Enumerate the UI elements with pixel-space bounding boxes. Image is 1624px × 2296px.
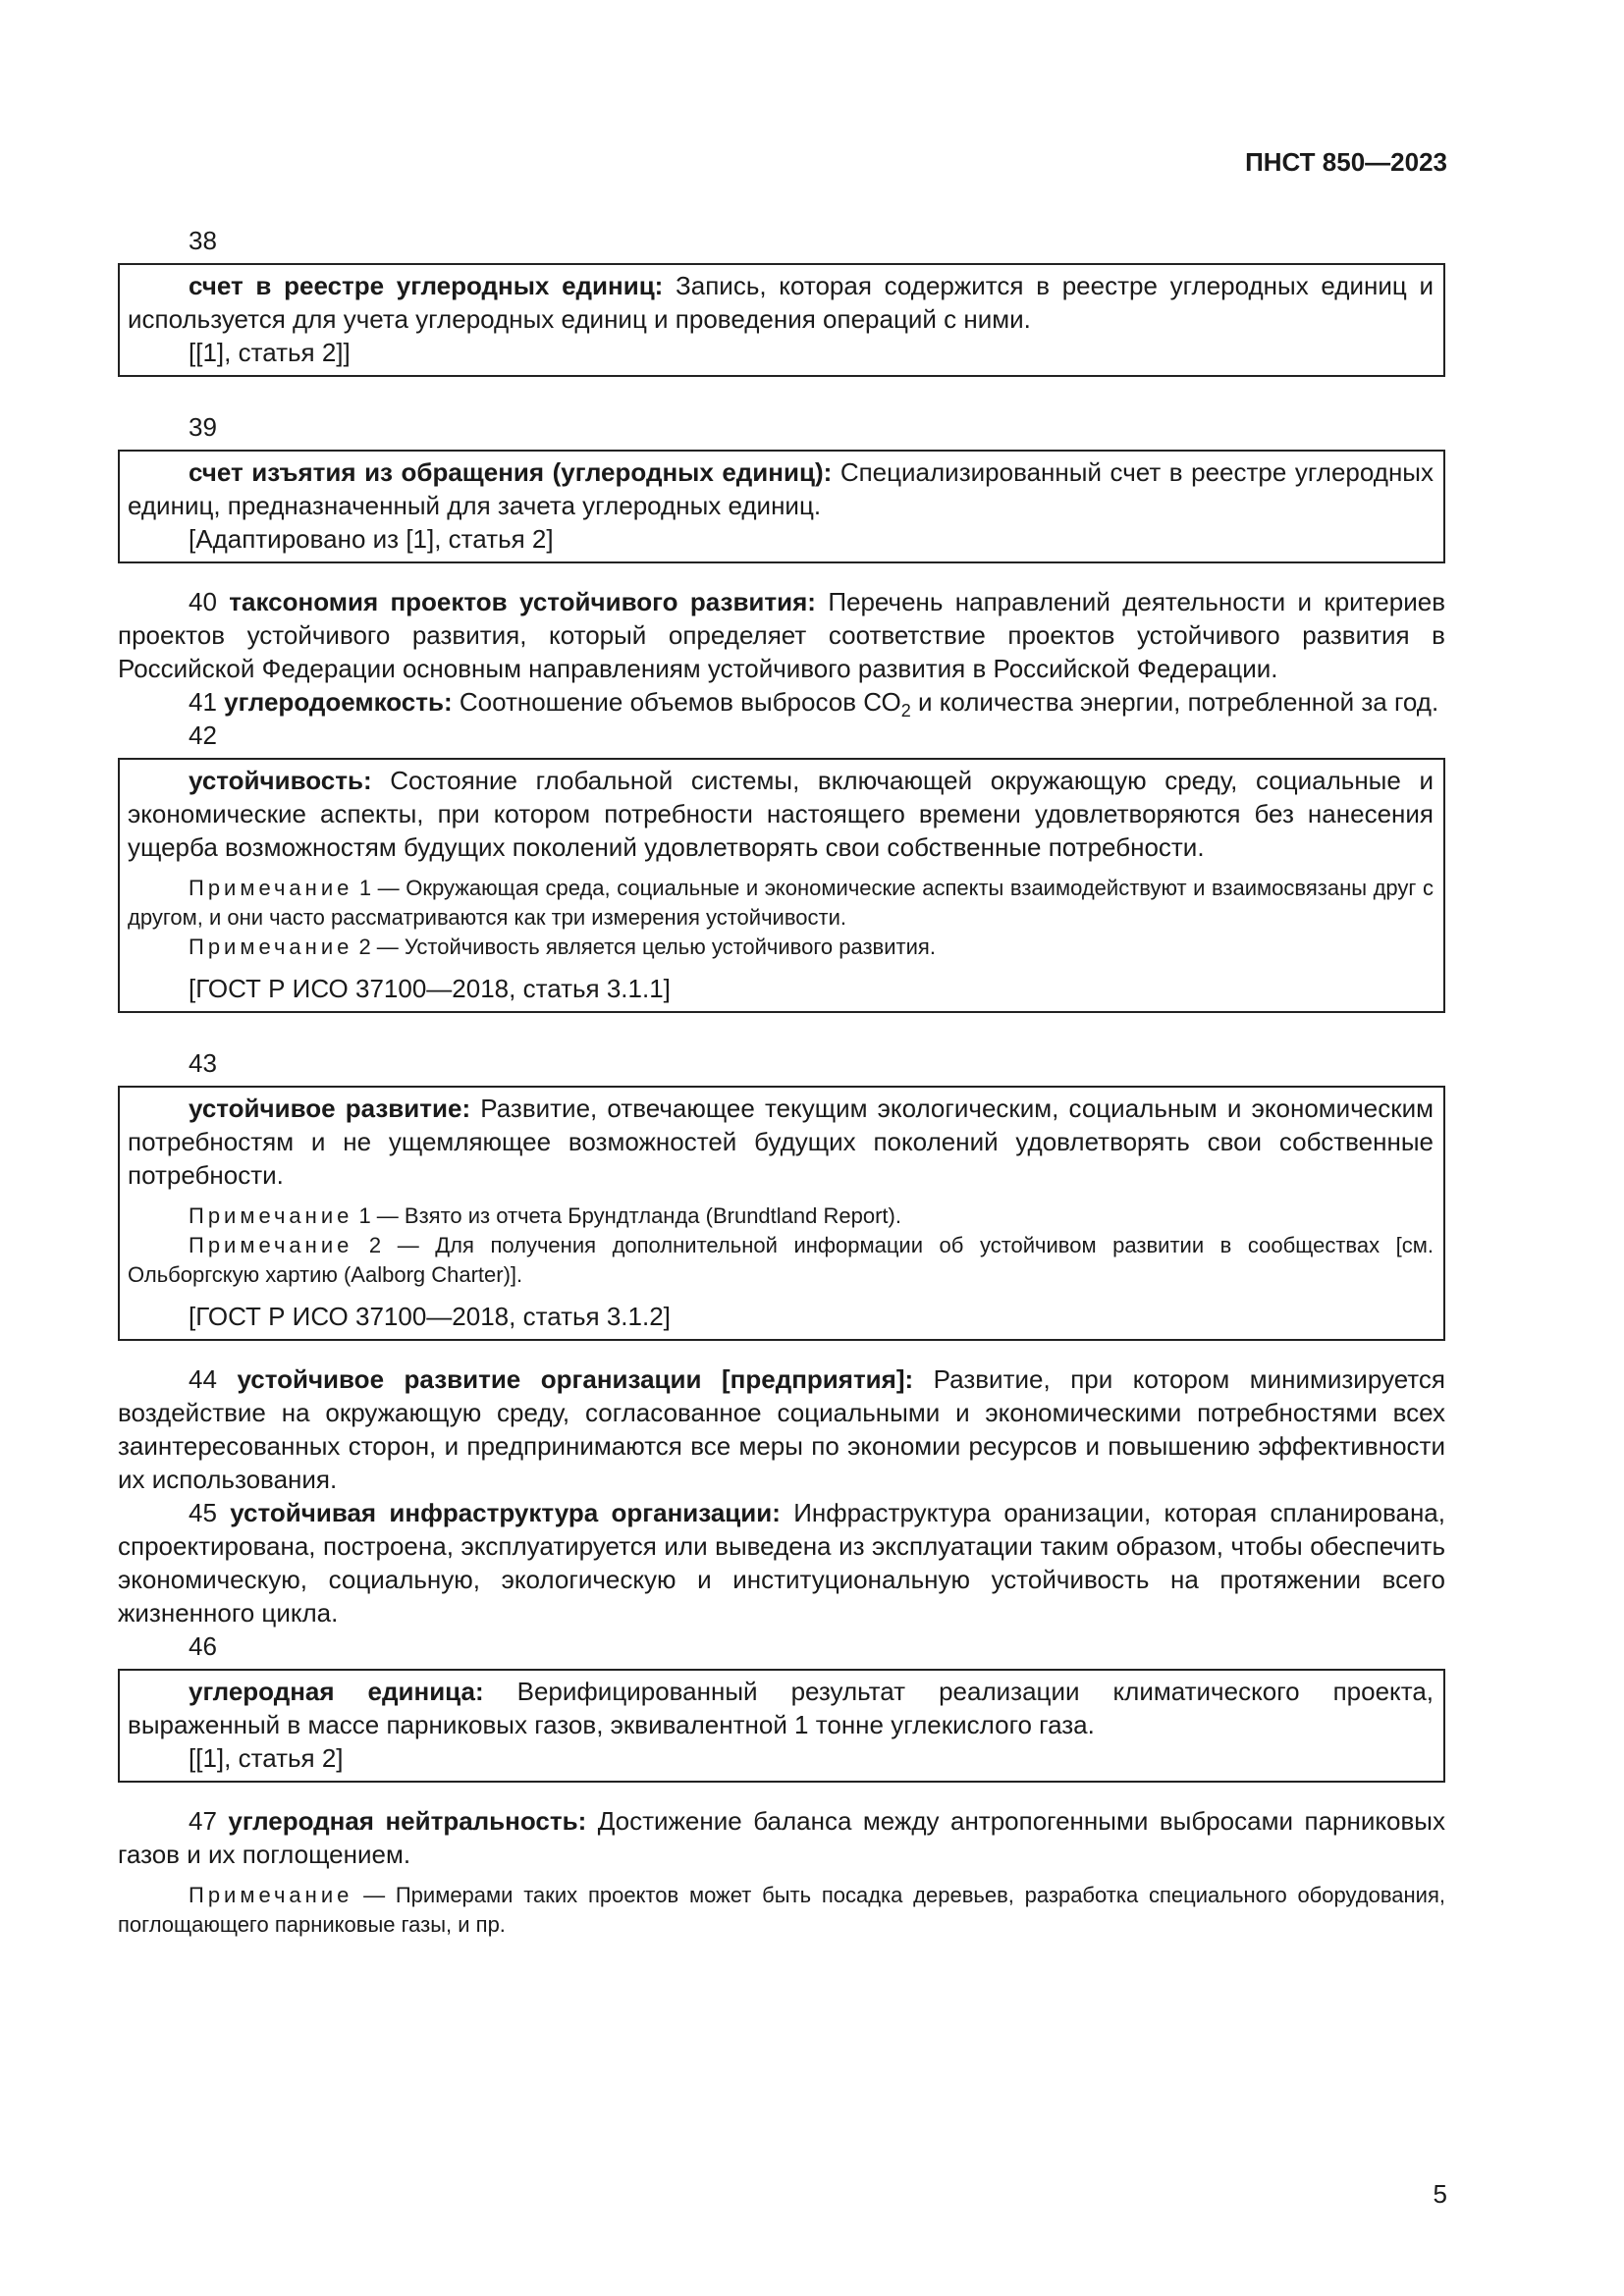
terms-44-45 [118, 1362, 1445, 1629]
term-39-definition: счет изъятия из обращения (углеродных единиц): Специализированный счет в реестре углеродных единиц, предназначенный для зачета углеродных единиц. [128, 457, 1434, 520]
term-43-note-1: Примечание 1 — Взято из отчета Брундтланда (Brundtland Report). [189, 1203, 901, 1228]
term-number-38: 38 [189, 226, 217, 255]
term-44-title: устойчивое развитие организации [предприятия]: [237, 1364, 914, 1394]
document-header: ПНСТ 850—2023 [1245, 147, 1447, 177]
term-44: 44 устойчивое развитие организации [предприятия]: Развитие, при котором минимизируется воздействие на окружающую среду, согласованное социальными и экономическими потребностями всех заинтересованных сторон, и предпринимаются все меры по экономии ресурсов и повышению эффективности их использования. [118, 1364, 1445, 1494]
term-45: 45 устойчивая инфраструктура организации: Инфраструктура оранизации, которая спланирована, спроектирована, построена, эксплуатируется или выведена из эксплуатации таким образом, чтобы обеспечить экономическую, социальную, экологическую и институциональную устойчивость на протяжении всего жизненного цикла. [118, 1498, 1445, 1628]
term-46-source: [[1], статья 2] [189, 1743, 344, 1773]
term-43-source: [ГОСТ Р ИСО 37100—2018, статья 3.1.2] [189, 1302, 671, 1331]
page-number: 5 [1433, 2179, 1447, 2209]
term-box-38 [118, 263, 1445, 377]
term-number-43: 43 [189, 1048, 217, 1078]
term-42-note-2: Примечание 2 — Устойчивость является целью устойчивого развития. [189, 934, 936, 959]
term-box-46 [118, 1669, 1445, 1783]
term-box-43 [118, 1086, 1445, 1341]
term-39-source: [Адаптировано из [1], статья 2] [189, 524, 554, 554]
term-42-title: устойчивость: [189, 766, 372, 795]
term-45-title: устойчивая инфраструктура организации: [230, 1498, 781, 1527]
term-43-note-2: Примечание 2 — Для получения дополнительной информации об устойчивом развитии в сообществах [см. Ольборгскую хартию (Aalborg Charter)]. [128, 1233, 1434, 1287]
term-43-definition: устойчивое развитие: Развитие, отвечающее текущим экологическим, социальным и экономическим потребностям и не ущемляющее возможностей будущих поколений удовлетворять свои собственные потребности. [128, 1094, 1434, 1190]
term-39-title: счет изъятия из обращения (углеродных единиц): [189, 457, 833, 487]
term-38-definition: счет в реестре углеродных единиц: Запись, которая содержится в реестре углеродных единиц и используется для учета углеродных единиц и проведения операций с ними. [128, 271, 1434, 334]
terms-40-41 [118, 585, 1445, 719]
term-47: 47 углеродная нейтральность: Достижение баланса между антропогенными выбросами парниковых газов и их поглощением. [118, 1806, 1445, 1869]
term-38-source: [[1], статья 2]] [189, 338, 351, 367]
term-47-note: Примечание — Примерами таких проектов может быть посадка деревьев, разработка специального оборудования, поглощающего парниковые газы, и пр. [118, 1883, 1445, 1937]
term-38-title: счет в реестре углеродных единиц: [189, 271, 664, 300]
term-42-definition: устойчивость: Состояние глобальной системы, включающей окружающую среду, социальные и экономические аспекты, при котором потребности настоящего времени удовлетворяются без нанесения ущерба возможностям будущих поколений удовлетворять свои собственные потребности. [128, 766, 1434, 862]
document-body [118, 224, 1445, 1940]
term-42-note-1: Примечание 1 — Окружающая среда, социальные и экономические аспекты взаимодействуют и взаимосвязаны друг с другом, и они часто рассматриваются как три измерения устойчивости. [128, 876, 1434, 930]
term-43-title: устойчивое развитие: [189, 1094, 471, 1123]
term-40-title: таксономия проектов устойчивого развития: [229, 587, 816, 616]
term-41: 41 углеродоемкость: Соотношение объемов выбросов $СО_2$ и количества энергии, потребленной за год. [189, 687, 1439, 721]
term-41-title: углеродоемкость: [224, 687, 453, 717]
term-number-46: 46 [189, 1631, 217, 1661]
term-number-42: 42 [189, 721, 217, 750]
term-box-39 [118, 450, 1445, 563]
term-47-title: углеродная нейтральность: [228, 1806, 587, 1836]
term-box-42 [118, 758, 1445, 1013]
term-46-title: углеродная единица: [189, 1677, 484, 1706]
term-40: 40 таксономия проектов устойчивого развития: Перечень направлений деятельности и критериев проектов устойчивого развития, который определяет соответствие проектов устойчивого развития в Российской Федерации основным направлениям устойчивого развития в Российской Федерации. [118, 587, 1446, 683]
term-46-definition: углеродная единица: Верифицированный результат реализации климатического проекта, выраженный в массе парниковых газов, эквивалентной 1 тонне углекислого газа. [128, 1677, 1435, 1739]
term-number-39: 39 [189, 412, 217, 442]
term-47-block [118, 1804, 1445, 1871]
term-42-source: [ГОСТ Р ИСО 37100—2018, статья 3.1.1] [189, 974, 671, 1003]
